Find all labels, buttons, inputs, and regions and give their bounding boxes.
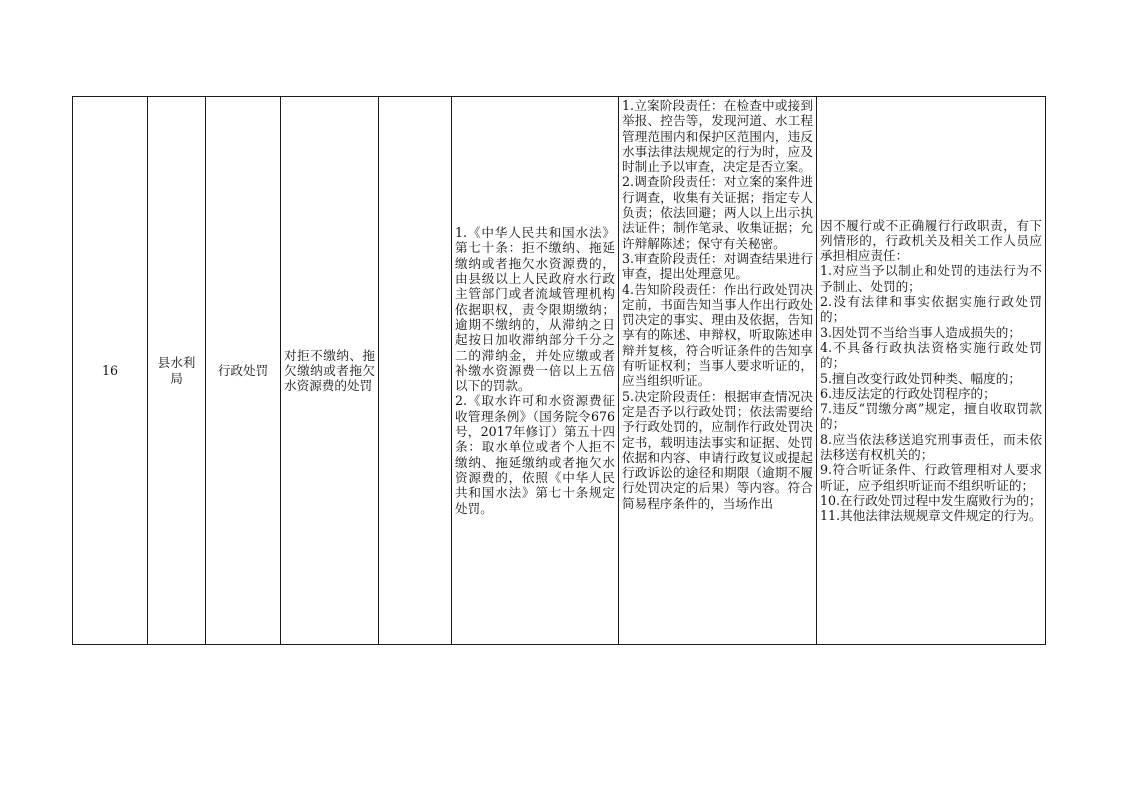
department-name: 县水利局 bbox=[157, 355, 196, 386]
responsibility-cell bbox=[619, 97, 817, 645]
table-row bbox=[73, 97, 1046, 645]
responsibility-text: 1.立案阶段责任：在检查中或接到举报、控告等，发现河道、水工程管理范围内和保护区范围内，违反水事法律法规规定的行为时，应及时制止予以审查，决定是否立案。 2.调查阶段责任：对立案的案件进行调查，收集有关证据；指定专人负责；依法回避；两人以上出示执法证件；制作笔录、收集证据；允许辩解陈述；保守有关秘密。 3.审查阶段责任：对调查结果进行审查，提出处理意见。 4.告知阶段责任：作出行政处罚决定前，书面告知当事人作出行政处罚决定的事实、理由及依据，告知享有的陈述、申辩权，听取陈述申辩并复核，符合听证条件的告知享有听证权利；当事人要求听证的，应当组织听证。 5.决定阶段责任：根据审查情况决定是否予以行政处罚；依法需要给予行政处罚的，应制作行政处罚决定书，载明违法事实和证据、处罚依据和内容、申请行政复议或提起行政诉讼的途径和期限（逾期不履行处罚决定的后果）等内容。符合简易程序条件的，当场作出 bbox=[622, 98, 813, 511]
power-category: 行政处罚 bbox=[217, 362, 269, 378]
category-cell bbox=[206, 97, 281, 645]
responsibility-clip bbox=[622, 98, 813, 644]
legal-basis-cell bbox=[452, 97, 619, 645]
item-name-cell bbox=[281, 97, 379, 645]
sub-item-cell bbox=[379, 97, 452, 645]
row-number-cell bbox=[73, 97, 148, 645]
power-list-table bbox=[72, 96, 1046, 645]
row-number: 16 bbox=[101, 362, 119, 378]
item-name: 对拒不缴纳、拖欠缴纳或者拖欠水资源费的处罚 bbox=[284, 347, 375, 394]
liability-cell bbox=[817, 97, 1046, 645]
legal-basis-text: 1.《中华人民共和国水法》第七十条：拒不缴纳、拖延缴纳或者拖欠水资源费的，由县级以上人民政府水行政主管部门或者流域管理机构依据职权，责令限期缴纳；逾期不缴纳的，从滞纳之日起按日加收滞纳部分千分之二的滞纳金，并处应缴或者补缴水资源费一倍以上五倍以下的罚款。 2.《取水许可和水资源费征收管理条例》（国务院令676号，2017年修订）第五十四条：取水单位或者个人拒不缴纳、拖延缴纳或者拖欠水资源费的，依照《中华人民共和国水法》第七十条规定处罚。 bbox=[455, 225, 615, 516]
liability-text: 因不履行或不正确履行行政职责，有下列情形的，行政机关及相关工作人员应承担相应责任： 1.对应当予以制止和处罚的违法行为不予制止、处罚的； 2.没有法律和事实依据实施行政处罚的； 3.因处罚不当给当事人造成损失的； 4.不具备行政执法资格实施行政处罚的； 5.擅自改变行政处罚种类、幅度的； 6.违反法定的行政处罚程序的； 7.违反“罚缴分离”规定，擅自收取罚款的； 8.应当依法移送追究刑事责任，而未依法移送有权机关的； 9.符合听证条件、行政管理相对人要求听证，应予组织听证而不组织听证的； 10.在行政处罚过程中发生腐败行为的； 11.其他法律法规规章文件规定的行为。 bbox=[820, 217, 1042, 524]
department-cell bbox=[148, 97, 206, 645]
